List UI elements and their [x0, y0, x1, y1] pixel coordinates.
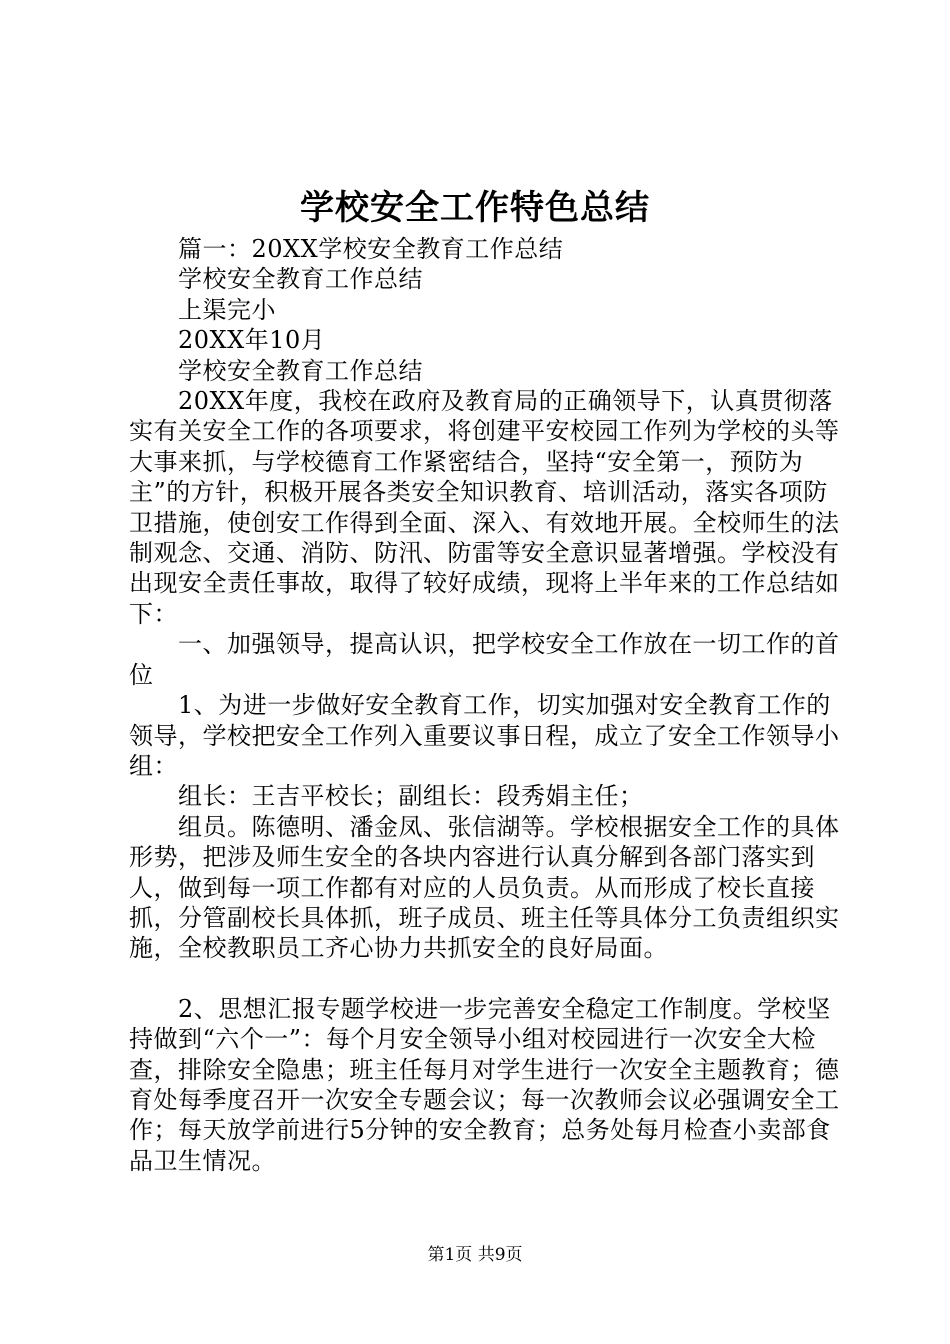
paragraph-introduction: 20XX年度，我校在政府及教育局的正确领导下，认真贯彻落实有关安全工作的各项要求，将创建平安校园工作列为学校的头等大事来抓，与学校德育工作紧密结合，坚持“安全第一，预防为主”的方针，积极开展各类安全知识教育、培训活动，落实各项防卫措施，使创安工作得到全面、深入、有效地开展。全校师生的法制观念、交通、消防、防汛、防雷等安全意识显著增强。学校没有出现安全责任事故，取得了较好成绩，现将上半年来的工作总结如下： — [129, 387, 840, 628]
paragraph-spacer — [129, 964, 851, 994]
document-title: 学校安全工作特色总结 — [300, 188, 650, 228]
paragraph-item-two: 2、思想汇报专题学校进一步完善安全稳定工作制度。学校坚持做到“六个一”：每个月安全领导小组对校园进行一次安全大检查，排除安全隐患；班主任每月对学生进行一次安全主题教育；德育处每季度召开一次安全专题会议；每一次教师会议必强调安全工作；每天放学前进行5分钟的安全教育；总务处每月检查小卖部食品卫生情况。 — [129, 994, 840, 1175]
paragraph-report-title: 学校安全教育工作总结 — [178, 265, 423, 294]
paragraph-date: 20XX年10月 — [178, 326, 326, 355]
paragraph-item-one: 1、为进一步做好安全教育工作，切实加强对安全教育工作的领导，学校把安全工作列入重要议事日程，成立了安全工作领导小组： — [129, 691, 840, 780]
paragraph-group-members: 组员。陈德明、潘金凤、张信湖等。学校根据安全工作的具体形势，把涉及师生安全的各块内容进行认真分解到各部门落实到人，做到每一项工作都有对应的人员负责。从而形成了校长直接抓，分管副校长具体抓，班子成员、班主任等具体分工负责组织实施，全校教职员工齐心协力共抓安全的良好局面。 — [129, 812, 840, 963]
paragraph-group-leaders: 组长：王吉平校长；副组长：段秀娟主任； — [178, 782, 644, 811]
paragraph-report-title-repeat: 学校安全教育工作总结 — [178, 356, 423, 385]
document-body — [129, 234, 851, 1176]
page-number-footer: 第1页 共9页 — [427, 1245, 523, 1265]
paragraph-article-heading: 篇一：20XX学校安全教育工作总结 — [178, 235, 564, 263]
paragraph-school-name: 上渠完小 — [178, 295, 276, 324]
paragraph-section-one-heading: 一、加强领导，提高认识，把学校安全工作放在一切工作的首位 — [129, 630, 840, 689]
